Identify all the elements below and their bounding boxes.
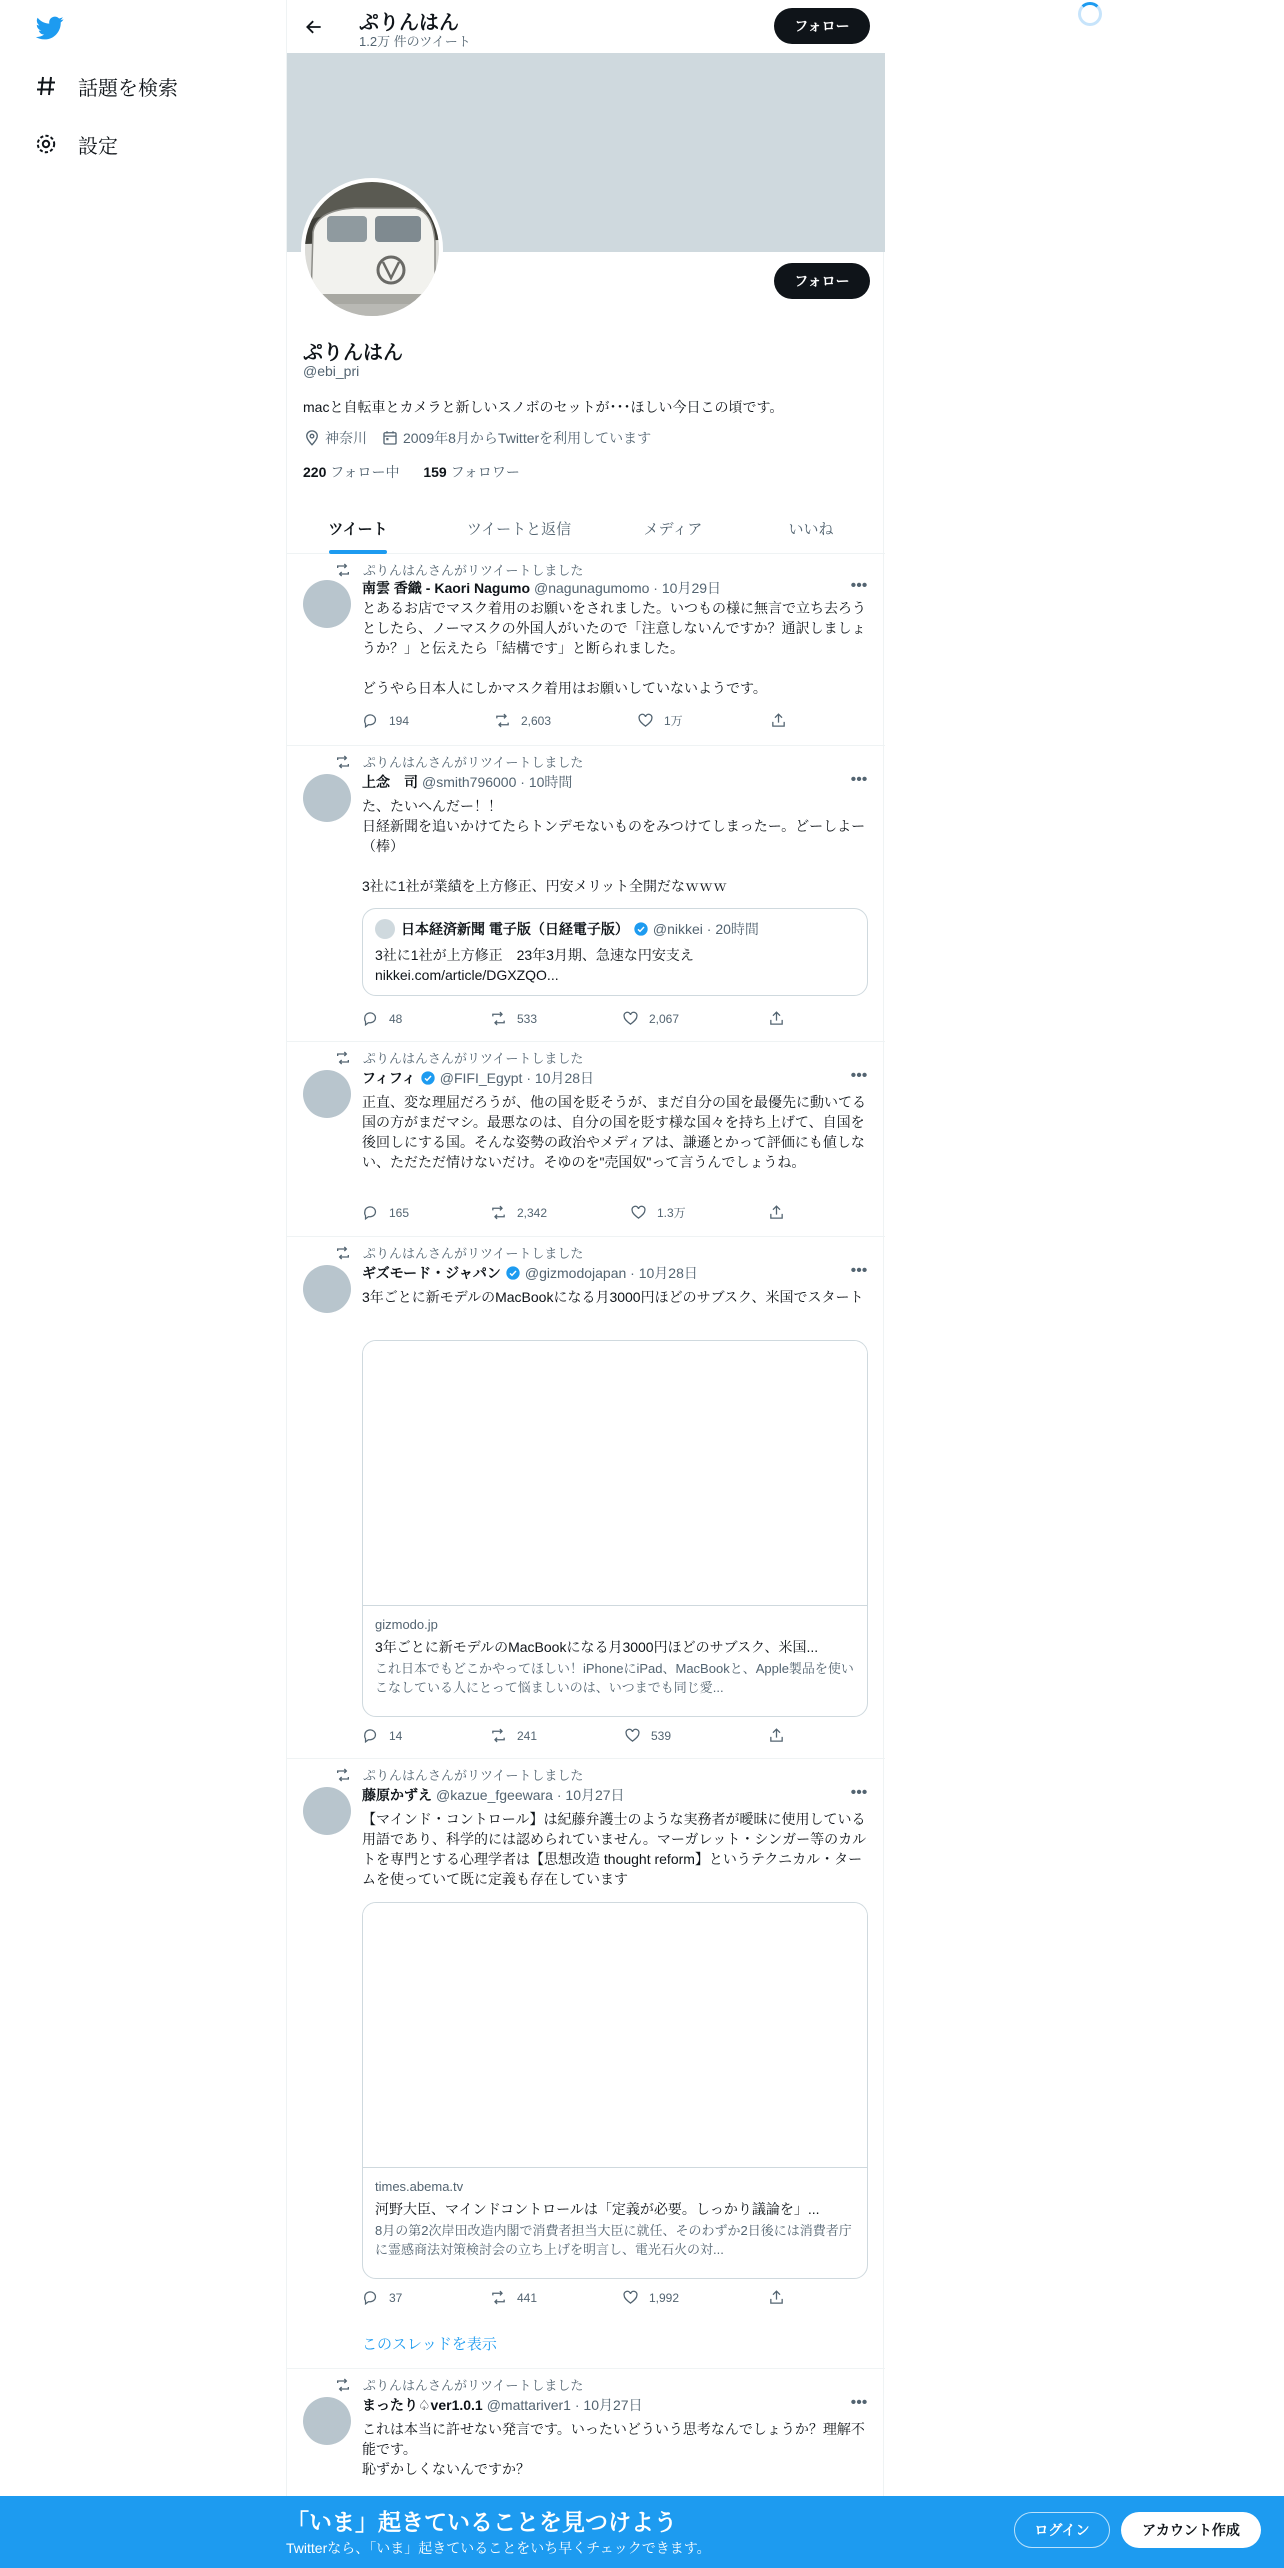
reply-button[interactable]: 194 xyxy=(362,712,409,729)
tweet-text: た、たいへんだー！！ 日経新聞を追いかけてたらトンデモないものをみつけてしまったー。どーしよー（棒） 3社に1社が業績を上方修正、円安メリット全開だなｗｗｗ xyxy=(362,798,866,894)
retweet-icon xyxy=(335,562,351,578)
heart-icon xyxy=(630,1204,647,1221)
link-card-title: 3年ごとに新モデルのMacBookになる月3000円ほどのサブスク、米国... xyxy=(375,1639,819,1655)
reply-icon xyxy=(362,1204,379,1221)
followers-count: 159 xyxy=(423,464,447,480)
reply-icon xyxy=(362,1727,379,1744)
more-options-icon[interactable]: ••• xyxy=(850,2394,868,2411)
retweet-context: ぷりんはんさんがリツイートしました xyxy=(335,1048,583,1067)
share-icon xyxy=(768,1204,785,1221)
tweet-header: ギズモード・ジャパン @gizmodojapan · 10月28日 xyxy=(362,1265,698,1281)
following-link[interactable] xyxy=(303,464,400,480)
tweet-header: フィフィ @FIFI_Egypt · 10月28日 xyxy=(362,1070,595,1086)
tweet-text: 【マインド・コントロール】は紀藤弁護士のような実務者が曖昧に使用している用語であり、科学的には認められていません。マーガレット・シンガー等のカルトを専門とする心理学者は【思想改造 thought reform】というテクニカル・タームを使っていて既に定義も存在しています xyxy=(362,1811,867,1887)
link-card-image xyxy=(363,1903,867,2168)
retweet-button[interactable]: 241 xyxy=(490,1727,537,1744)
reply-icon xyxy=(362,712,379,729)
retweet-icon xyxy=(490,1204,507,1221)
verified-badge-icon xyxy=(420,1070,436,1086)
tweet-text: 3年ごとに新モデルのMacBookになる月3000円ほどのサブスク、米国でスタート xyxy=(362,1289,864,1305)
share-button[interactable] xyxy=(768,1727,795,1744)
retweet-button[interactable]: 2,342 xyxy=(490,1204,547,1221)
more-options-icon[interactable]: ••• xyxy=(850,577,868,594)
share-icon xyxy=(768,1727,785,1744)
tweet-actions xyxy=(362,712,782,732)
quote-date: 20時間 xyxy=(715,921,759,937)
heart-icon xyxy=(637,712,654,729)
tweet[interactable] xyxy=(287,1042,885,1237)
loading-spinner-icon xyxy=(1078,2,1102,26)
tab-replies-label: ツイートと返信 xyxy=(466,520,572,538)
link-card-domain: gizmodo.jp xyxy=(375,1617,438,1632)
tab-media[interactable] xyxy=(609,502,737,554)
share-button[interactable] xyxy=(768,1010,795,1027)
back-arrow-icon xyxy=(304,17,324,37)
tab-media-label: メディア xyxy=(643,520,703,538)
reply-button[interactable]: 37 xyxy=(362,2289,402,2306)
link-card-title: 河野大臣、マインドコントロールは「定義が必要。しっかり議論を」... xyxy=(375,2201,820,2217)
profile-name: ぷりんはん xyxy=(303,342,403,364)
retweet-context: ぷりんはんさんがリツイートしました xyxy=(335,1765,583,1784)
link-card-description: 8月の第2次岸田改造内閣で消費者担当大臣に就任、そのわずか2日後には消費者庁に霊感商法対策検討会の立ち上げを明言し、電光石火の対... xyxy=(375,2223,852,2257)
avatar[interactable] xyxy=(303,2397,351,2445)
create-account-button[interactable]: アカウント作成 xyxy=(1121,2512,1261,2548)
hashtag-icon xyxy=(34,74,58,98)
link-card-image xyxy=(363,1341,867,1606)
retweet-icon xyxy=(335,1767,351,1783)
avatar[interactable] xyxy=(303,1265,351,1313)
retweet-icon xyxy=(490,2289,507,2306)
link-card-domain: times.abema.tv xyxy=(375,2179,464,2194)
retweet-icon xyxy=(335,1245,351,1261)
tweet[interactable] xyxy=(287,746,885,1042)
profile-joined: 2009年8月からTwitterを利用しています xyxy=(403,430,652,446)
retweet-context: ぷりんはんさんがリツイートしました xyxy=(335,2375,583,2394)
tweet-actions xyxy=(362,1010,782,1030)
retweet-context: ぷりんはんさんがリツイートしました xyxy=(335,752,583,771)
tweet-header: 藤原かずえ @kazue_fgeewara · 10月27日 xyxy=(362,1787,625,1803)
tweet-actions xyxy=(362,2289,782,2309)
link-card-description: これ日本でもどこかやってほしい！iPhoneにiPad、MacBookと、Apple製品を使いこなしている人にとって悩ましいのは、いつまでも同じ愛... xyxy=(375,1661,854,1695)
tweet-header: まったり♤ver1.0.1 @mattariver1 · 10月27日 xyxy=(362,2397,643,2413)
tab-likes[interactable] xyxy=(737,502,885,554)
share-icon xyxy=(768,1010,785,1027)
show-thread-link[interactable]: このスレッドを表示 xyxy=(362,2336,497,2353)
tab-likes-label: いいね xyxy=(788,520,834,538)
tweet[interactable] xyxy=(287,554,885,746)
author-name[interactable]: 上念 司 xyxy=(362,774,418,790)
quote-avatar xyxy=(375,919,395,939)
profile-column xyxy=(286,0,884,2568)
retweet-icon xyxy=(490,1727,507,1744)
back-button[interactable] xyxy=(299,12,329,42)
profile-meta xyxy=(303,428,651,448)
quote-header: 日本経済新聞 電子版（日経電子版） @nikkei · 20時間 xyxy=(375,919,759,939)
tab-tweets[interactable] xyxy=(287,502,429,554)
tab-tweets-label: ツイート xyxy=(328,520,388,538)
profile-follow-button[interactable]: フォロー xyxy=(774,263,870,299)
share-button[interactable] xyxy=(768,2289,795,2306)
location-icon xyxy=(303,429,321,447)
calendar-icon xyxy=(381,429,399,447)
header-follow-button[interactable]: フォロー xyxy=(774,8,870,44)
tweet-header: 上念 司 @smith796000 · 10時間 xyxy=(362,774,573,790)
author-name[interactable]: フィフィ xyxy=(362,1070,416,1086)
author-name[interactable]: 南雲 香織 - Kaori Nagumo xyxy=(362,580,531,596)
share-button[interactable] xyxy=(770,712,797,729)
retweet-icon xyxy=(335,1050,351,1066)
following-count: 220 xyxy=(303,464,327,480)
tweet-date[interactable]: 10月28日 xyxy=(638,1265,698,1281)
nav-settings[interactable] xyxy=(34,126,118,162)
profile-bio: macと自転車とカメラと新しいスノボのセットが･･･ほしい今日この頃です。 xyxy=(303,399,784,415)
profile-avatar[interactable] xyxy=(301,178,443,320)
profile-handle: @ebi_pri xyxy=(303,363,360,379)
reply-icon xyxy=(362,1010,379,1027)
author-handle[interactable]: @gizmodojapan xyxy=(524,1265,627,1281)
verified-badge-icon xyxy=(633,921,649,937)
author-handle[interactable]: @nagunagumomo xyxy=(534,580,650,596)
nav-explore[interactable] xyxy=(34,68,178,104)
followers-label: フォロワー xyxy=(450,464,520,480)
reply-button[interactable]: 48 xyxy=(362,1010,402,1027)
retweet-icon xyxy=(335,2377,351,2393)
quote-text: 3社に1社が上方修正 23年3月期、急速な円安支え nikkei.com/article/DGXZQO... xyxy=(375,947,694,983)
heart-icon xyxy=(624,1727,641,1744)
share-icon xyxy=(770,712,787,729)
tweet-text: とあるお店でマスク着用のお願いをされました。いつもの様に無言で立ち去ろうとしたら、ノーマスクの外国人がいたので「注意しないんですか？通訳しましょうか？」と伝えたら「結構です」と断られました。 どうやら日本人にしかマスク着用はお願いしていないようです。 xyxy=(362,600,866,696)
retweet-button[interactable]: 533 xyxy=(490,1010,537,1027)
tweet-header: 南雲 香織 - Kaori Nagumo @nagunagumomo · 10月29日 xyxy=(362,580,722,596)
retweet-context: ぷりんはんさんがリツイートしました xyxy=(335,560,583,579)
author-handle[interactable]: @kazue_fgeewara xyxy=(436,1787,553,1803)
more-options-icon[interactable]: ••• xyxy=(850,1262,868,1279)
verified-badge-icon xyxy=(505,1265,521,1281)
reply-icon xyxy=(362,2289,379,2306)
link-card[interactable] xyxy=(362,1902,868,2279)
retweet-button[interactable]: 2,603 xyxy=(494,712,551,729)
tweet-text: これは本当に許せない発言です。いったいどういう思考なんでしょうか？理解不能です。 恥ずかしくないんですか？ xyxy=(362,2421,865,2477)
quote-tweet[interactable] xyxy=(362,908,868,996)
tab-tweets-and-replies[interactable] xyxy=(429,502,609,554)
tweet-text: 正直、変な理屈だろうが、他の国を貶そうが、まだ自分の国を最優先に動いてる国の方がまだマシ。最悪なのは、自分の国を貶す様な国々を持ち上げて、自国を後回しにする国。そんな姿勢の政治やメディアは、謙遜とかって評価にも値しない、ただただ情けないだけ。そゆのを"売国奴"って言うんでしょうね。 xyxy=(362,1094,866,1170)
profile-tabs xyxy=(287,502,885,554)
tweet-actions xyxy=(362,1727,782,1747)
avatar[interactable] xyxy=(303,774,351,822)
following-label: フォロー中 xyxy=(330,464,400,480)
reply-button[interactable]: 165 xyxy=(362,1204,409,1221)
tweet-date[interactable]: 10月27日 xyxy=(565,1787,625,1803)
heart-icon xyxy=(622,1010,639,1027)
avatar[interactable] xyxy=(303,1070,351,1118)
signup-banner xyxy=(0,2496,1284,2568)
like-button[interactable]: 1,992 xyxy=(622,2289,679,2306)
quote-author-name: 日本経済新聞 電子版（日経電子版） xyxy=(401,921,629,937)
like-button[interactable]: 2,067 xyxy=(622,1010,679,1027)
followers-link[interactable] xyxy=(423,464,520,480)
retweet-button[interactable]: 441 xyxy=(490,2289,537,2306)
author-handle[interactable]: @FIFI_Egypt xyxy=(439,1070,523,1086)
share-button[interactable] xyxy=(768,1204,795,1221)
login-button[interactable]: ログイン xyxy=(1014,2512,1110,2548)
gear-icon xyxy=(34,132,58,156)
tweet[interactable] xyxy=(287,1759,885,2369)
twitter-logo-icon[interactable] xyxy=(34,14,66,42)
tweet[interactable] xyxy=(287,1237,885,1759)
tweet-date[interactable]: 10月27日 xyxy=(583,2397,643,2413)
author-name[interactable]: ギズモード・ジャパン xyxy=(362,1265,501,1281)
author-name[interactable]: 藤原かずえ xyxy=(362,1787,432,1803)
author-handle[interactable]: @smith796000 xyxy=(422,774,517,790)
tweet-date[interactable]: 10月28日 xyxy=(534,1070,595,1086)
tweet-actions xyxy=(362,1204,782,1224)
author-name[interactable]: まったり♤ver1.0.1 xyxy=(362,2397,483,2413)
more-options-icon[interactable]: ••• xyxy=(850,771,868,788)
signup-banner-subtitle: Twitterなら、「いま」起きていることをいち早くチェックできます。 xyxy=(286,2540,711,2556)
signup-banner-title: 「いま」起きていることを見つけよう xyxy=(286,2509,677,2535)
like-button[interactable]: 1万 xyxy=(637,712,683,729)
quote-author-handle: @nikkei xyxy=(652,921,703,937)
tweet-date[interactable]: 10月29日 xyxy=(661,580,722,596)
tweet-date[interactable]: 10時間 xyxy=(528,774,573,790)
nav-settings-label: 設定 xyxy=(78,135,118,158)
header-profile-name: ぷりんはん xyxy=(359,12,459,34)
like-button[interactable]: 539 xyxy=(624,1727,671,1744)
vw-van-photo xyxy=(305,182,439,316)
like-button[interactable]: 1.3万 xyxy=(630,1204,686,1221)
heart-icon xyxy=(622,2289,639,2306)
profile-location: 神奈川 xyxy=(325,430,367,446)
more-options-icon[interactable]: ••• xyxy=(850,1067,868,1084)
nav-explore-label: 話題を検索 xyxy=(78,77,178,100)
avatar[interactable] xyxy=(303,1787,351,1835)
reply-button[interactable]: 14 xyxy=(362,1727,402,1744)
profile-follow-stats xyxy=(303,462,520,482)
header-tweet-count: 1.2万 件のツイート xyxy=(359,34,471,49)
more-options-icon[interactable]: ••• xyxy=(850,1784,868,1801)
link-card[interactable] xyxy=(362,1340,868,1717)
share-icon xyxy=(768,2289,785,2306)
retweet-icon xyxy=(490,1010,507,1027)
avatar[interactable] xyxy=(303,580,351,628)
retweet-icon xyxy=(335,754,351,770)
retweet-context: ぷりんはんさんがリツイートしました xyxy=(335,1243,583,1262)
author-handle[interactable]: @mattariver1 xyxy=(486,2397,571,2413)
retweet-icon xyxy=(494,712,511,729)
profile-header-bar xyxy=(287,0,885,53)
